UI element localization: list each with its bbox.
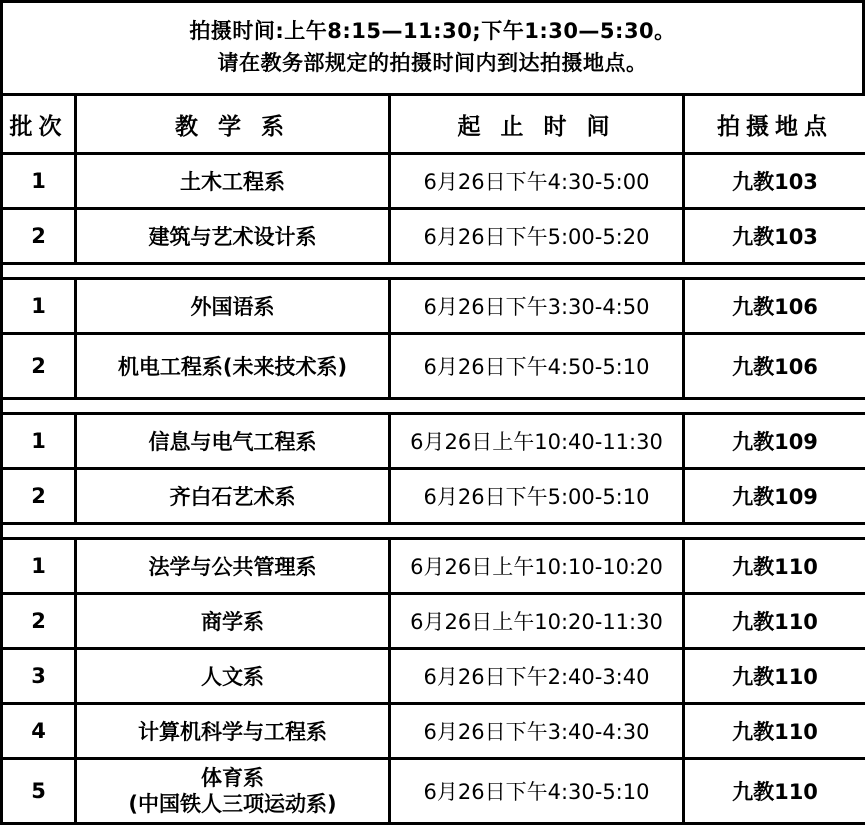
cell-place: 九教103 [684,209,865,264]
table-row [2,279,865,334]
group-separator-cell [2,399,865,414]
table-header [2,95,865,154]
cell-batch: 2 [2,469,76,524]
cell-place: 九教103 [684,154,865,209]
cell-place: 九教109 [684,469,865,524]
cell-department-line-1: 体育系 [201,766,264,790]
cell-time: 6月26日下午4:30-5:10 [390,759,684,824]
cell-place: 九教109 [684,414,865,469]
cell-place: 九教110 [684,539,865,594]
schedule-table [0,93,865,825]
cell-place: 九教106 [684,334,865,399]
column-header-batch: 批次 [2,95,76,154]
column-header-department: 教 学 系 [76,95,390,154]
notice-block [0,0,865,93]
cell-time: 6月26日上午10:10-10:20 [390,539,684,594]
table-row [2,209,865,264]
cell-time: 6月26日上午10:20-11:30 [390,594,684,649]
table-row [2,469,865,524]
cell-batch: 1 [2,539,76,594]
column-header-place: 拍摄地点 [684,95,865,154]
cell-batch: 4 [2,704,76,759]
cell-place: 九教110 [684,594,865,649]
cell-batch: 1 [2,154,76,209]
table-row [2,539,865,594]
cell-place: 九教106 [684,279,865,334]
cell-batch: 1 [2,414,76,469]
cell-time: 6月26日下午5:00-5:10 [390,469,684,524]
group-separator [2,264,865,279]
cell-department: 信息与电气工程系 [76,414,390,469]
group-separator [2,524,865,539]
cell-batch: 1 [2,279,76,334]
cell-department: 外国语系 [76,279,390,334]
notice-line-1: 拍摄时间:上午8:15—11:30;下午1:30—5:30。 [189,19,676,43]
table-row [2,154,865,209]
cell-time: 6月26日上午10:40-11:30 [390,414,684,469]
table-row [2,704,865,759]
cell-batch: 5 [2,759,76,824]
cell-time: 6月26日下午2:40-3:40 [390,649,684,704]
group-separator [2,399,865,414]
cell-time: 6月26日下午4:30-5:00 [390,154,684,209]
table-row [2,414,865,469]
cell-department-line-2: (中国铁人三项运动系) [128,792,337,816]
header-row [2,95,865,154]
cell-place: 九教110 [684,704,865,759]
cell-batch: 2 [2,209,76,264]
table-row [2,334,865,399]
cell-place: 九教110 [684,759,865,824]
cell-batch: 2 [2,594,76,649]
cell-time: 6月26日下午3:40-4:30 [390,704,684,759]
table-row [2,649,865,704]
cell-department: 齐白石艺术系 [76,469,390,524]
cell-department: 法学与公共管理系 [76,539,390,594]
cell-batch: 3 [2,649,76,704]
table-body [2,154,865,824]
cell-time: 6月26日下午5:00-5:20 [390,209,684,264]
cell-department: 机电工程系(未来技术系) [76,334,390,399]
cell-department: 土木工程系 [76,154,390,209]
table-row [2,759,865,824]
cell-department: 商学系 [76,594,390,649]
cell-batch: 2 [2,334,76,399]
group-separator-cell [2,264,865,279]
cell-time: 6月26日下午4:50-5:10 [390,334,684,399]
cell-department: 计算机科学与工程系 [76,704,390,759]
cell-place: 九教110 [684,649,865,704]
column-header-time: 起 止 时 间 [390,95,684,154]
notice-line-2: 请在教务部规定的拍摄时间内到达拍摄地点。 [217,51,648,75]
cell-department: 建筑与艺术设计系 [76,209,390,264]
group-separator-cell [2,524,865,539]
cell-department [76,759,390,824]
table-row [2,594,865,649]
cell-time: 6月26日下午3:30-4:50 [390,279,684,334]
cell-department: 人文系 [76,649,390,704]
